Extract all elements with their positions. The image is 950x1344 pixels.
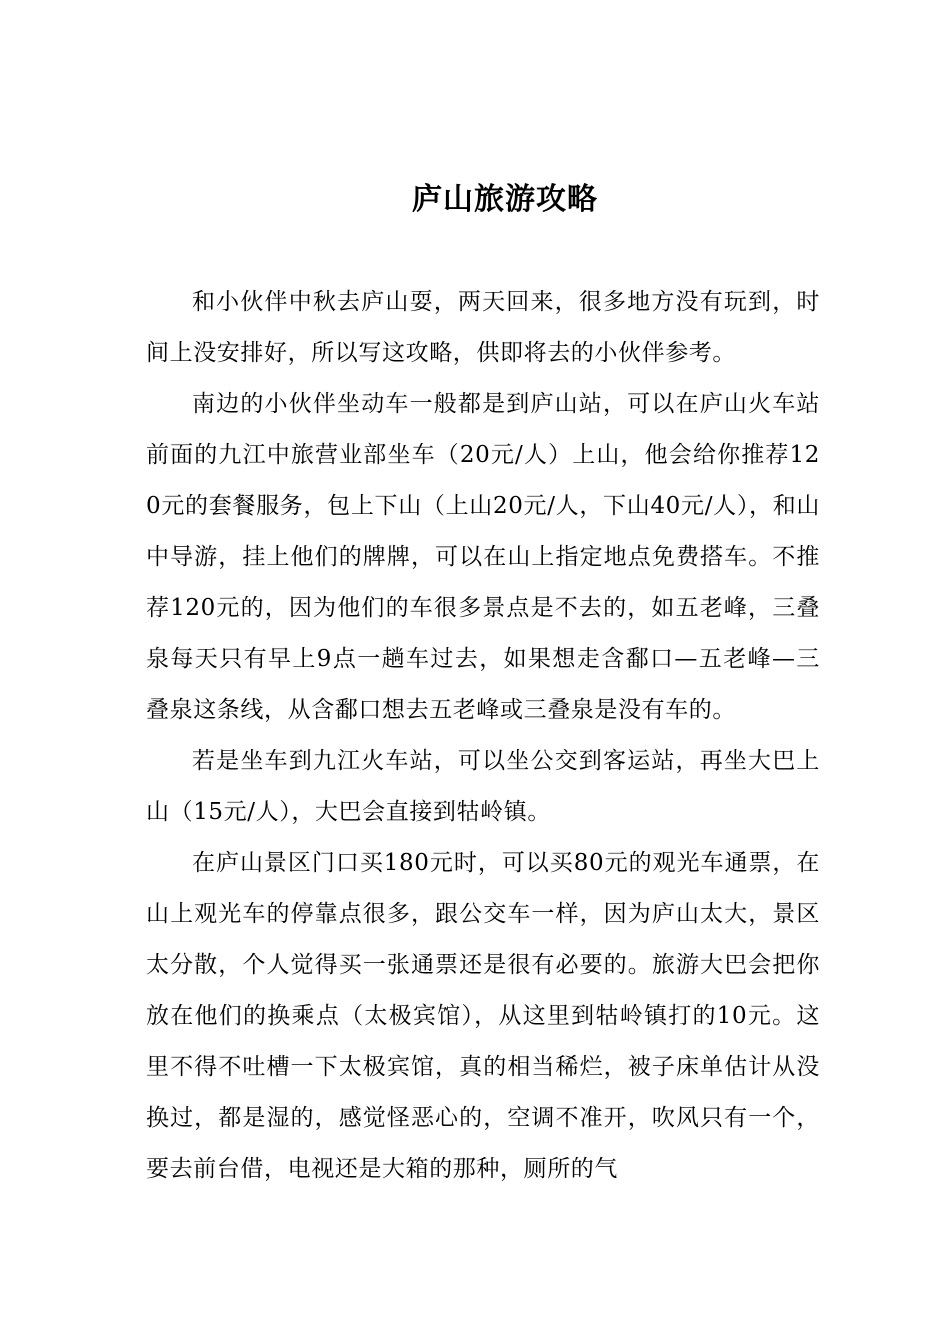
document-title: 庐山旅游攻略 [412, 182, 598, 217]
document-body [146, 277, 820, 1195]
paragraph-jiujiang-station: 若是坐车到九江火车站，可以坐公交到客运站，再坐大巴上山（15元/人），大巴会直接到牯岭镇。 [146, 748, 820, 825]
paragraph-intro: 和小伙伴中秋去庐山耍，两天回来，很多地方没有玩到，时间上没安排好，所以写这攻略，供即将去的小伙伴参考。 [146, 289, 820, 366]
paragraph-scenic-area: 在庐山景区门口买180元时，可以买80元的观光车通票，在山上观光车的停靠点很多，跟公交车一样，因为庐山太大，景区太分散，个人觉得买一张通票还是很有必要的。旅游大巴会把你放在他们的换乘点（太极宾馆），从这里到牯岭镇打的10元。这里不得不吐槽一下太极宾馆，真的相当稀烂，被子床单估计从没换过，都是湿的，感觉怪恶心的，空调不准开，吹风只有一个，要去前台借，电视还是大箱的那种，厕所的气 [146, 850, 820, 1182]
paragraph-lushan-station: 南边的小伙伴坐动车一般都是到庐山站，可以在庐山火车站前面的九江中旅营业部坐车（20元/人）上山，他会给你推荐120元的套餐服务，包上下山（上山20元/人，下山40元/人），和山中导游，挂上他们的牌牌，可以在山上指定地点免费搭车。不推荐120元的，因为他们的车很多景点是不去的，如五老峰，三叠泉每天只有早上9点一趟车过去，如果想走含鄱口—五老峰—三叠泉这条线，从含鄱口想去五老峰或三叠泉是没有车的。 [146, 391, 820, 723]
